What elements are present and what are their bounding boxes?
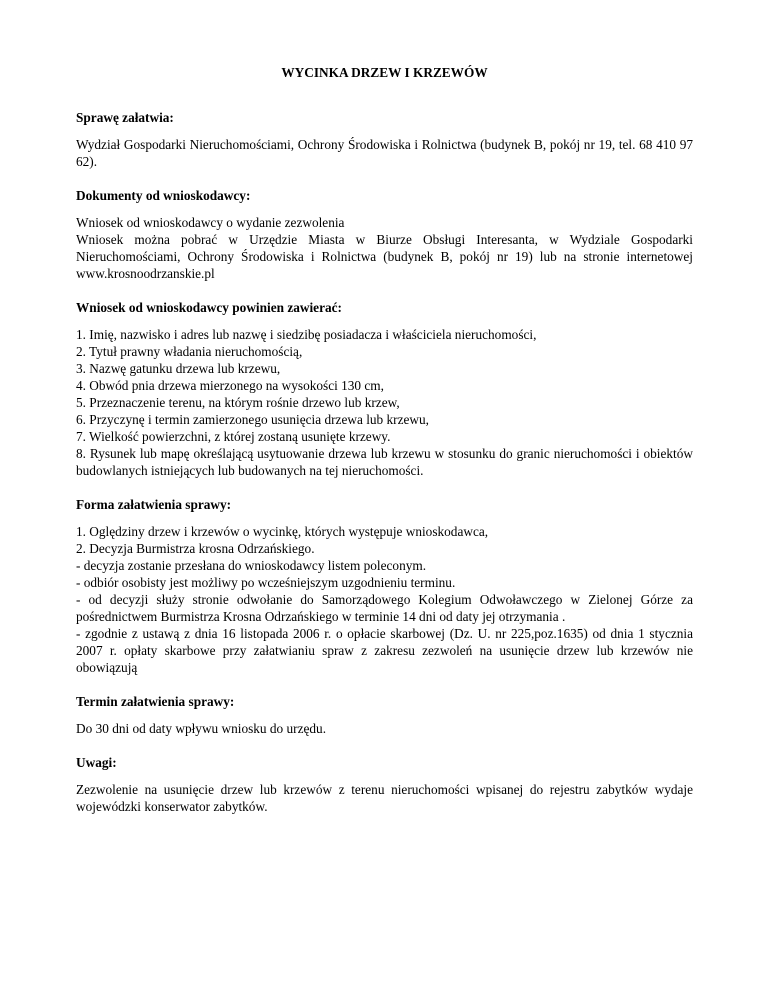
list-item: 4. Obwód pnia drzewa mierzonego na wysokości 130 cm, xyxy=(76,378,384,393)
list-item: - zgodnie z ustawą z dnia 16 listopada 2006 r. o opłacie skarbowej (Dz. U. nr 225,poz.1635) od dnia 1 stycznia 2007 r. opłaty skarbowe przy załatwianiu spraw z zakresu zezwoleń na usunięcie drzew lub krzewów nie obowiązują xyxy=(76,626,693,675)
body-line: Wydział Gospodarki Nieruchomościami, Ochrony Środowiska i Rolnictwa (budynek B, pokój nr 19, tel. 68 410 97 62). xyxy=(76,137,693,169)
body-line: Zezwolenie na usunięcie drzew lub krzewów z terenu nieruchomości wpisanej do rejestru zabytków wydaje wojewódzki konserwator zabytków. xyxy=(76,782,693,814)
list-item: - odbiór osobisty jest możliwy po wcześniejszym uzgodnieniu terminu. xyxy=(76,575,456,590)
section-body xyxy=(76,326,693,479)
section-documents xyxy=(76,187,693,282)
list-item: 2. Tytuł prawny władania nieruchomością, xyxy=(76,344,303,359)
section-heading: Uwagi: xyxy=(76,755,117,770)
list-item: 2. Decyzja Burmistrza krosna Odrzańskiego. xyxy=(76,541,315,556)
body-line: Wniosek można pobrać w Urzędzie Miasta w Biurze Obsługi Interesanta, w Wydziale Gospodarki Nieruchomościami, Ochrony Środowiska i Rolnictwa (budynek B, pokój nr 19) lub na stronie internetowej www.krosnoodrzanskie.pl xyxy=(76,232,693,281)
list-item: - od decyzji służy stronie odwołanie do Samorządowego Kolegium Odwoławczego w Zielonej Górze za pośrednictwem Burmistrza Krosna Odrzańskiego w terminie 14 dni od daty jej otrzymania . xyxy=(76,592,693,624)
list-item: 5. Przeznaczenie terenu, na którym rośnie drzewo lub krzew, xyxy=(76,395,400,410)
section-body xyxy=(76,523,693,676)
section-heading: Dokumenty od wnioskodawcy: xyxy=(76,188,251,203)
list-item: 8. Rysunek lub mapę określającą usytuowanie drzewa lub krzewu w stosunku do granic nieruchomości i obiektów budowlanych istniejących lub budowanych na tej nieruchomości. xyxy=(76,446,693,478)
section-body xyxy=(76,136,693,170)
list-item: 1. Oględziny drzew i krzewów o wycinkę, których występuje wnioskodawca, xyxy=(76,524,489,539)
section-body xyxy=(76,720,693,737)
section-handled-by xyxy=(76,109,693,170)
body-line: Do 30 dni od daty wpływu wniosku do urzędu. xyxy=(76,721,327,736)
list-item: 3. Nazwę gatunku drzewa lub krzewu, xyxy=(76,361,281,376)
list-item: 7. Wielkość powierzchni, z której zostaną usunięte krzewy. xyxy=(76,429,391,444)
section-body xyxy=(76,214,693,282)
section-resolution-form xyxy=(76,496,693,676)
section-heading: Termin załatwienia sprawy: xyxy=(76,694,235,709)
section-heading: Wniosek od wnioskodawcy powinien zawierać: xyxy=(76,300,342,315)
list-item: 6. Przyczynę i termin zamierzonego usunięcia drzewa lub krzewu, xyxy=(76,412,429,427)
body-line: Wniosek od wnioskodawcy o wydanie zezwolenia xyxy=(76,215,345,230)
section-heading: Forma załatwienia sprawy: xyxy=(76,497,232,512)
document-page xyxy=(76,64,693,832)
list-item: 1. Imię, nazwisko i adres lub nazwę i siedzibę posiadacza i właściciela nieruchomości, xyxy=(76,327,537,342)
section-notes xyxy=(76,754,693,815)
section-heading: Sprawę załatwia: xyxy=(76,110,174,125)
list-item: - decyzja zostanie przesłana do wnioskodawcy listem poleconym. xyxy=(76,558,427,573)
section-application-contents xyxy=(76,299,693,479)
document-title: WYCINKA DRZEW I KRZEWÓW xyxy=(281,65,488,80)
section-body xyxy=(76,781,693,815)
section-deadline xyxy=(76,693,693,737)
